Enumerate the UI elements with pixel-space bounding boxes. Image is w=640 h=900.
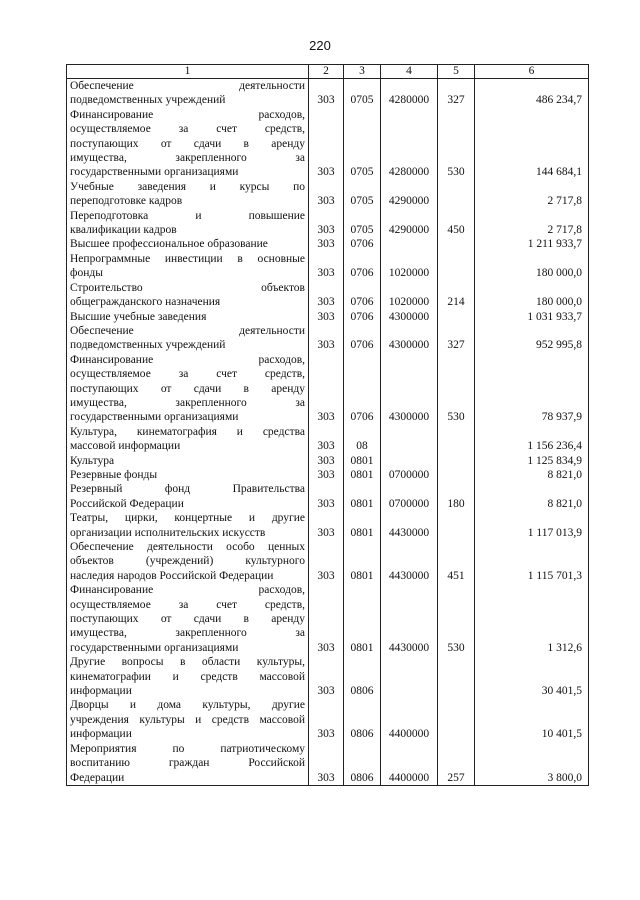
col-6-amount: 1 211 933,7 xyxy=(475,237,589,251)
row-description xyxy=(67,540,309,583)
col-6-amount: 30 401,5 xyxy=(475,655,589,698)
col-5-type xyxy=(438,468,475,482)
col-6-amount: 1 031 933,7 xyxy=(475,310,589,324)
col-3-section: 0705 xyxy=(344,108,381,180)
description-line: поступающих от сдачи в аренду xyxy=(70,382,305,395)
col-4-target: 1020000 xyxy=(381,252,438,281)
col-6-amount: 8 821,0 xyxy=(475,468,589,482)
description-line: Финансирование расходов, xyxy=(70,108,305,121)
col-5-type: 530 xyxy=(438,583,475,655)
description-line: Финансирование расходов, xyxy=(70,584,305,597)
description-line: Строительство объектов xyxy=(70,281,305,294)
col-2-code: 303 xyxy=(309,454,344,468)
col-6-amount: 2 717,8 xyxy=(475,209,589,238)
col-4-target xyxy=(381,425,438,454)
row-description xyxy=(67,511,309,540)
row-description xyxy=(67,310,309,324)
col-3-section: 08 xyxy=(344,425,381,454)
row-description xyxy=(67,454,309,468)
col-5-type: 257 xyxy=(438,742,475,786)
description-line: государственными организациями xyxy=(70,166,239,179)
table-row xyxy=(67,209,589,238)
row-description xyxy=(67,281,309,310)
description-line: квалификации кадров xyxy=(70,224,177,237)
header-col-5: 5 xyxy=(438,65,475,79)
description-line: осуществляемое за счет средств, xyxy=(70,368,305,381)
table-row xyxy=(67,281,589,310)
col-5-type xyxy=(438,698,475,741)
col-3-section: 0806 xyxy=(344,742,381,786)
table-row xyxy=(67,310,589,324)
col-4-target: 4290000 xyxy=(381,180,438,209)
description-line: Резервный фонд Правительства xyxy=(70,483,305,496)
description-line: Обеспечение деятельности особо ценных xyxy=(70,541,305,553)
table-row xyxy=(67,698,589,741)
description-line: осуществляемое за счет средств, xyxy=(70,598,305,611)
description-line: Финансирование расходов, xyxy=(70,353,305,366)
col-5-type xyxy=(438,454,475,468)
col-6-amount: 1 115 701,3 xyxy=(475,540,589,583)
table-row xyxy=(67,583,589,655)
col-2-code: 303 xyxy=(309,655,344,698)
description-line: организации исполнительских искусств xyxy=(70,526,266,539)
table-row xyxy=(67,79,589,108)
description-line: поступающих от сдачи в аренду xyxy=(70,613,305,626)
col-2-code: 303 xyxy=(309,281,344,310)
col-3-section: 0801 xyxy=(344,583,381,655)
row-description xyxy=(67,324,309,353)
col-4-target xyxy=(381,237,438,251)
row-description xyxy=(67,209,309,238)
col-2-code: 303 xyxy=(309,698,344,741)
row-description xyxy=(67,425,309,454)
page-number: 220 xyxy=(309,38,331,53)
description-line: Непрограммные инвестиции в основные xyxy=(70,252,305,265)
description-line: наследия народов Российской Федерации xyxy=(70,569,274,582)
row-description xyxy=(67,180,309,209)
col-5-type: 530 xyxy=(438,353,475,425)
description-line: осуществляемое за счет средств, xyxy=(70,123,305,136)
description-line: Культура xyxy=(70,454,115,467)
description-line: Театры, цирки, концертные и другие xyxy=(70,512,305,525)
description-line: Переподготовка и повышение xyxy=(70,209,305,222)
table-row xyxy=(67,108,589,180)
col-2-code: 303 xyxy=(309,742,344,786)
description-line: информации xyxy=(70,685,132,698)
description-line: объектов (учреждений) культурного xyxy=(70,555,305,568)
header-col-3: 3 xyxy=(344,65,381,79)
row-description xyxy=(67,655,309,698)
col-6-amount: 3 800,0 xyxy=(475,742,589,786)
col-3-section: 0705 xyxy=(344,79,381,108)
col-3-section: 0706 xyxy=(344,324,381,353)
col-6-amount: 1 156 236,4 xyxy=(475,425,589,454)
col-4-target: 0700000 xyxy=(381,482,438,511)
header-col-4: 4 xyxy=(381,65,438,79)
col-6-amount: 8 821,0 xyxy=(475,482,589,511)
row-description xyxy=(67,698,309,741)
col-4-target: 4300000 xyxy=(381,310,438,324)
description-line: переподготовке кадров xyxy=(70,195,183,208)
col-3-section: 0705 xyxy=(344,180,381,209)
table-row xyxy=(67,540,589,583)
description-line: Культура, кинематография и средства xyxy=(70,425,305,438)
col-6-amount: 1 117 013,9 xyxy=(475,511,589,540)
table-body xyxy=(67,79,589,786)
col-6-amount: 180 000,0 xyxy=(475,281,589,310)
col-5-type: 327 xyxy=(438,324,475,353)
col-5-type: 180 xyxy=(438,482,475,511)
col-6-amount: 486 234,7 xyxy=(475,79,589,108)
table-row xyxy=(67,482,589,511)
col-2-code: 303 xyxy=(309,252,344,281)
col-3-section: 0801 xyxy=(344,540,381,583)
table-row xyxy=(67,511,589,540)
col-3-section: 0705 xyxy=(344,209,381,238)
col-4-target: 4290000 xyxy=(381,209,438,238)
col-5-type: 450 xyxy=(438,209,475,238)
col-3-section: 0801 xyxy=(344,482,381,511)
col-5-type: 530 xyxy=(438,108,475,180)
col-5-type: 327 xyxy=(438,79,475,108)
col-2-code: 303 xyxy=(309,425,344,454)
col-4-target: 4430000 xyxy=(381,540,438,583)
description-line: государственными организациями xyxy=(70,641,239,654)
description-line: подведомственных учреждений xyxy=(70,94,226,107)
col-3-section: 0706 xyxy=(344,281,381,310)
description-line: общегражданского назначения xyxy=(70,296,221,309)
table-row xyxy=(67,180,589,209)
col-4-target: 4280000 xyxy=(381,79,438,108)
col-5-type: 451 xyxy=(438,540,475,583)
table-row xyxy=(67,237,589,251)
col-6-amount: 1 312,6 xyxy=(475,583,589,655)
col-6-amount: 952 995,8 xyxy=(475,324,589,353)
col-2-code: 303 xyxy=(309,583,344,655)
table-row xyxy=(67,252,589,281)
description-line: Обеспечение деятельности xyxy=(70,324,305,337)
col-3-section: 0801 xyxy=(344,468,381,482)
col-2-code: 303 xyxy=(309,353,344,425)
row-description xyxy=(67,583,309,655)
description-line: воспитанию граждан Российской xyxy=(70,757,305,770)
description-line: Высшие учебные заведения xyxy=(70,310,207,323)
table-row xyxy=(67,324,589,353)
col-5-type xyxy=(438,252,475,281)
col-4-target: 4430000 xyxy=(381,511,438,540)
table-header-row xyxy=(67,65,589,79)
col-3-section: 0806 xyxy=(344,698,381,741)
description-line: Высшее профессиональное образование xyxy=(70,238,268,251)
description-line: имущества, закрепленного за xyxy=(70,152,305,165)
description-line: учреждения культуры и средств массовой xyxy=(70,713,305,726)
col-2-code: 303 xyxy=(309,468,344,482)
description-line: подведомственных учреждений xyxy=(70,339,226,352)
col-3-section: 0801 xyxy=(344,511,381,540)
table-row xyxy=(67,425,589,454)
col-2-code: 303 xyxy=(309,511,344,540)
row-description xyxy=(67,353,309,425)
col-4-target: 4400000 xyxy=(381,698,438,741)
description-line: кинематографии и средств массовой xyxy=(70,670,305,683)
description-line: имущества, закрепленного за xyxy=(70,627,305,640)
col-4-target: 4400000 xyxy=(381,742,438,786)
table-row xyxy=(67,454,589,468)
col-4-target: 4280000 xyxy=(381,108,438,180)
description-line: Мероприятия по патриотическому xyxy=(70,742,305,755)
col-5-type xyxy=(438,655,475,698)
col-6-amount: 2 717,8 xyxy=(475,180,589,209)
col-2-code: 303 xyxy=(309,310,344,324)
col-5-type xyxy=(438,237,475,251)
row-description xyxy=(67,252,309,281)
col-3-section: 0706 xyxy=(344,237,381,251)
description-line: Российской Федерации xyxy=(70,497,184,510)
header-col-1: 1 xyxy=(67,65,309,79)
col-5-type: 214 xyxy=(438,281,475,310)
col-3-section: 0706 xyxy=(344,252,381,281)
header-col-6: 6 xyxy=(475,65,589,79)
description-line: Обеспечение деятельности xyxy=(70,80,305,92)
row-description xyxy=(67,482,309,511)
row-description xyxy=(67,79,309,108)
row-description xyxy=(67,108,309,180)
description-line: Федерации xyxy=(70,771,125,784)
col-6-amount: 180 000,0 xyxy=(475,252,589,281)
col-6-amount: 1 125 834,9 xyxy=(475,454,589,468)
col-3-section: 0806 xyxy=(344,655,381,698)
col-4-target: 4430000 xyxy=(381,583,438,655)
budget-table xyxy=(66,64,589,786)
col-6-amount: 10 401,5 xyxy=(475,698,589,741)
col-4-target: 4300000 xyxy=(381,353,438,425)
table-row xyxy=(67,655,589,698)
table-row xyxy=(67,353,589,425)
row-description xyxy=(67,237,309,251)
col-2-code: 303 xyxy=(309,540,344,583)
row-description xyxy=(67,742,309,786)
table-row xyxy=(67,468,589,482)
description-line: Другие вопросы в области культуры, xyxy=(70,656,305,669)
col-4-target: 0700000 xyxy=(381,468,438,482)
col-5-type xyxy=(438,425,475,454)
col-2-code: 303 xyxy=(309,180,344,209)
description-line: имущества, закрепленного за xyxy=(70,396,305,409)
description-line: Учебные заведения и курсы по xyxy=(70,180,305,193)
col-2-code: 303 xyxy=(309,237,344,251)
description-line: поступающих от сдачи в аренду xyxy=(70,137,305,150)
table-row xyxy=(67,742,589,786)
col-4-target: 4300000 xyxy=(381,324,438,353)
col-2-code: 303 xyxy=(309,209,344,238)
col-3-section: 0706 xyxy=(344,353,381,425)
col-3-section: 0801 xyxy=(344,454,381,468)
col-6-amount: 144 684,1 xyxy=(475,108,589,180)
col-5-type xyxy=(438,310,475,324)
col-2-code: 303 xyxy=(309,108,344,180)
col-4-target: 1020000 xyxy=(381,281,438,310)
description-line: Дворцы и дома культуры, другие xyxy=(70,699,305,712)
header-col-2: 2 xyxy=(309,65,344,79)
row-description xyxy=(67,468,309,482)
col-5-type xyxy=(438,511,475,540)
col-4-target xyxy=(381,454,438,468)
description-line: информации xyxy=(70,728,132,741)
col-2-code: 303 xyxy=(309,79,344,108)
description-line: массовой информации xyxy=(70,440,181,453)
col-2-code: 303 xyxy=(309,324,344,353)
col-6-amount: 78 937,9 xyxy=(475,353,589,425)
col-3-section: 0706 xyxy=(344,310,381,324)
col-4-target xyxy=(381,655,438,698)
description-line: Резервные фонды xyxy=(70,468,158,481)
col-2-code: 303 xyxy=(309,482,344,511)
col-5-type xyxy=(438,180,475,209)
description-line: государственными организациями xyxy=(70,411,239,424)
description-line: фонды xyxy=(70,267,103,280)
